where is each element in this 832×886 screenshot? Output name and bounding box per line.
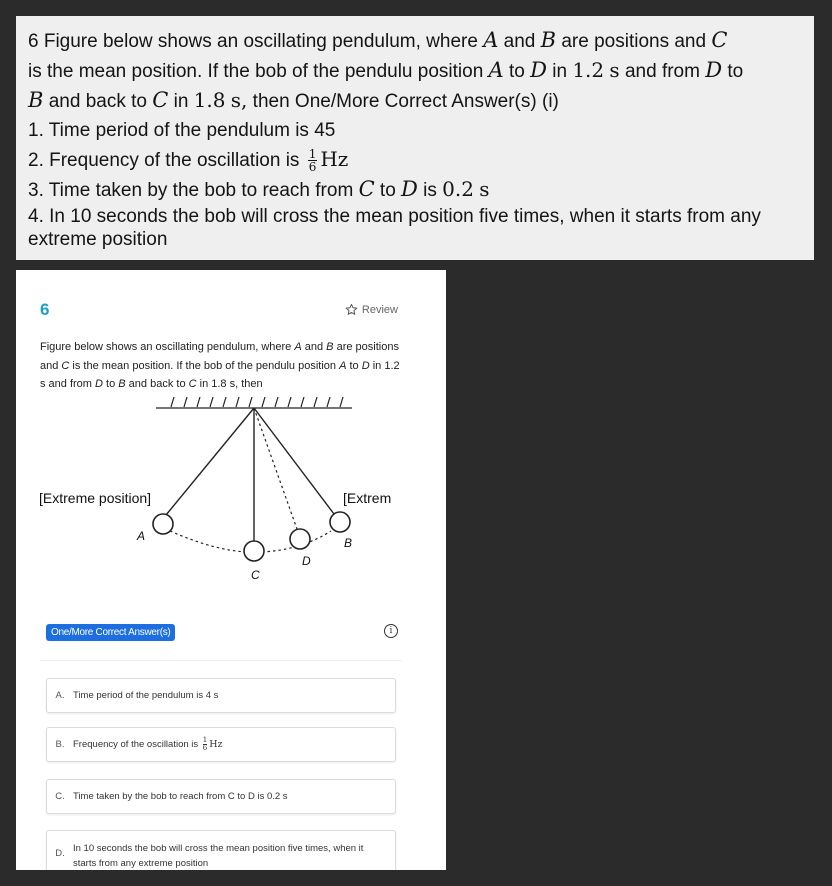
question-card [16,270,446,870]
question-text-panel [16,16,814,260]
info-icon[interactable]: i [384,624,398,638]
option-c[interactable] [46,779,396,814]
question-line-2: is the mean position. If the bob of the pendulu position A to D in 1.2 s and from D to [28,58,744,82]
right-extreme-label: [Extrem [343,490,392,506]
option-letter: B. [55,739,65,750]
option-d[interactable] [46,830,396,870]
option-a[interactable] [46,678,396,713]
question-line-1: 6 Figure below shows an oscillating pendulum, where A and B are positions and C [28,28,728,52]
bob-A [153,514,173,534]
support-ceiling [156,397,352,408]
label-C: C [251,568,260,582]
option-text: Frequency of the oscillation is $\frac{1}{6}$ Hz [73,735,223,752]
swing-arc [170,531,248,552]
fraction: $\frac{1}{6}$ [202,735,208,752]
answer-item-2: 2. Frequency of the oscillation is $\frac{1}{6}$ Hz [28,147,349,175]
option-text: In 10 seconds the bob will cross the mean position five times, when it starts from any extreme position [73,843,364,869]
label-B: B [344,536,353,550]
answer-item-4: 4. In 10 seconds the bob will cross the mean position five times, when it starts from any extreme position [28,206,761,250]
review-label: Review [361,303,398,316]
option-letter: D. [55,848,65,859]
string-to-B [254,408,334,514]
bob-D [290,529,310,549]
string-to-D [254,408,297,529]
label-D: D [302,554,311,568]
pendulum-diagram [16,390,446,590]
option-letter: C. [55,791,65,802]
answer-item-1: 1. Time period of the pendulum is 45 [28,120,336,141]
option-text: Time period of the pendulum is 4 s [73,690,219,701]
question-line-3: B and back to C in 1.8 s, then One/More Correct Answer(s) (i) [28,88,559,112]
star-icon [345,303,358,316]
string-to-A [166,408,254,515]
option-b[interactable] [46,727,396,762]
left-extreme-label: [Extreme position] [39,490,152,506]
review-button[interactable] [345,303,398,316]
divider [40,660,402,661]
question-number: 6 [40,300,50,319]
label-A: A [137,529,146,543]
fraction: $\frac{1}{6}$ [308,147,317,175]
option-letter: A. [55,690,65,701]
bob-B [330,512,350,532]
question-statement: Figure below shows an oscillating pendulum, where A and B are positions and C is the mean position. If the bob of the pendulu position A to D in 1.2 s and from D to B and back to C in 1.8 s, then [40,341,400,390]
answer-item-3: 3. Time taken by the bob to reach from C to D is 0.2 s [28,177,490,201]
option-text: Time taken by the bob to reach from C to D is 0.2 s [73,791,288,802]
answer-type-badge: One/More Correct Answer(s) [46,624,175,641]
bob-C [244,541,264,561]
